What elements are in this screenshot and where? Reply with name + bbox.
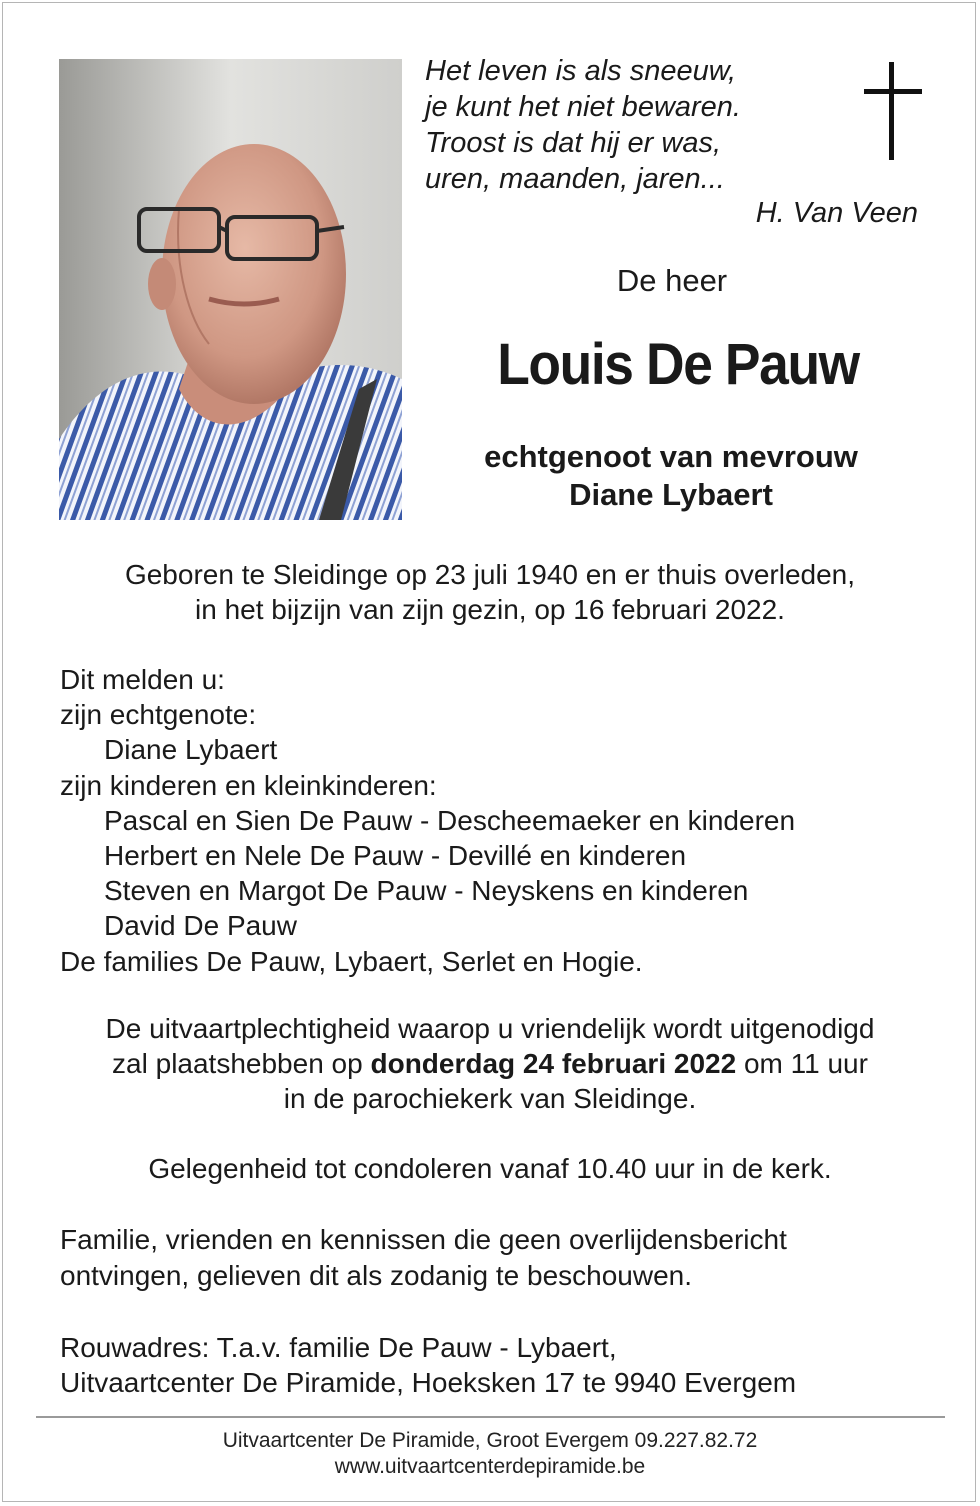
deceased-name: Louis De Pauw: [497, 332, 859, 397]
spouse-label: zijn echtgenote:: [60, 699, 257, 731]
footer-website[interactable]: www.uitvaartcenterdepiramide.be: [334, 1455, 646, 1478]
footer-contact: Uitvaartcenter De Piramide, Groot Evergem 09.227.82.72: [222, 1429, 758, 1452]
funeral-info: [40, 1011, 940, 1116]
child-entry: David De Pauw: [104, 910, 297, 942]
condolence-info: Gelegenheid tot condoleren vanaf 10.40 uur in de kerk.: [148, 1153, 832, 1184]
poem-line: Het leven is als sneeuw,: [425, 55, 737, 87]
children-label: zijn kinderen en kleinkinderen:: [60, 769, 437, 801]
footer-divider: [36, 1416, 945, 1418]
funeral-line: in de parochiekerk van Sleidinge.: [283, 1083, 697, 1114]
poem-line: je kunt het niet bewaren.: [425, 91, 741, 123]
birth-line: in het bijzijn van zijn gezin, op 16 februari 2022.: [195, 594, 785, 625]
notice: [60, 1222, 940, 1294]
announcement-intro: Dit melden u:: [60, 664, 225, 695]
address-line: Uitvaartcenter De Piramide, Hoeksken 17 te 9940 Evergem: [60, 1367, 797, 1398]
child-entry: Herbert en Nele De Pauw - Devillé en kinderen: [104, 840, 687, 872]
poem-author: H. Van Veen: [755, 197, 918, 229]
funeral-date: donderdag 24 februari 2022: [370, 1048, 737, 1079]
birth-line: Geboren te Sleidinge op 23 juli 1940 en er thuis overleden,: [124, 559, 856, 590]
funeral-prefix: zal plaatshebben op: [112, 1048, 371, 1079]
child-entry: Steven en Margot De Pauw - Neyskens en kinderen: [104, 875, 749, 907]
address-line: Rouwadres: T.a.v. familie De Pauw - Lybaert,: [60, 1332, 617, 1363]
poem: [425, 53, 925, 197]
families-line: De families De Pauw, Lybaert, Serlet en Hogie.: [60, 945, 643, 977]
portrait-photo: [59, 59, 402, 520]
notice-line: Familie, vrienden en kennissen die geen overlijdensbericht: [60, 1224, 787, 1255]
funeral-line: De uitvaartplechtigheid waarop u vriendelijk wordt uitgenodigd: [105, 1013, 875, 1044]
poem-line: Troost is dat hij er was,: [425, 127, 722, 159]
notice-line: ontvingen, gelieven dit als zodanig te beschouwen.: [60, 1260, 692, 1291]
footer: [40, 1428, 940, 1480]
announcement: [60, 662, 940, 979]
funeral-line: [40, 1046, 940, 1081]
honorific: De heer: [616, 263, 728, 298]
poem-line: uren, maanden, jaren...: [425, 163, 725, 195]
spouse-name: Diane Lybaert: [104, 734, 278, 766]
spouse-block: [440, 438, 902, 514]
mourning-address: [60, 1330, 940, 1400]
birth-death-info: [40, 557, 940, 627]
spouse-line: echtgenoot van mevrouw: [484, 439, 858, 474]
funeral-time: om 11 uur: [736, 1048, 868, 1079]
cross-icon: [864, 62, 922, 160]
spouse-name: Diane Lybaert: [569, 477, 773, 512]
child-entry: Pascal en Sien De Pauw - Descheemaeker en kinderen: [104, 804, 796, 836]
